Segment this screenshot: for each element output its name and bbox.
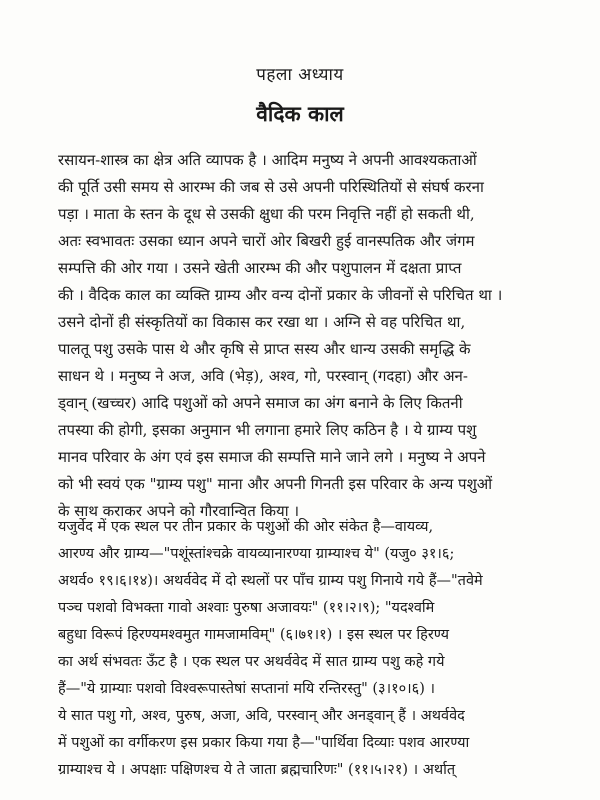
paragraph-line: में पशुओं का वर्गीकरण इस प्रकार किया गया है—"पार्थिवा दिव्याः पशव आरण्या xyxy=(58,735,470,751)
paragraph-line: की । वैदिक काल का व्यक्ति ग्राम्य और वन्य दोनों प्रकार के जीवनों से परिचित था । xyxy=(58,286,503,304)
paragraph-line: रसायन-शास्त्र का क्षेत्र अति व्यापक है । आदिम मनुष्य ने अपनी आवश्यकताओं xyxy=(58,151,477,169)
paragraph-line: अथर्व० १९।६।१४)। अथर्ववेद में दो स्थलों पर पाँच ग्राम्य पशु गिनाये गये हैं—"तवेमे xyxy=(58,573,483,589)
paragraph-line: ग्राम्याश्च ये । अपक्षाः पक्षिणश्च ये ते जाता ब्रह्मचारिणः" (११।५।२१) । अर्थात् xyxy=(58,762,456,778)
paragraph-line: पालतू पशु उसके पास थे और कृषि से प्राप्त सस्य और धान्य उसकी समृद्धि के xyxy=(58,340,471,358)
paragraph-2 xyxy=(32,514,568,784)
chapter-heading: पहला अध्याय xyxy=(256,65,344,85)
paragraph-line: के साथ कराकर अपने को गौरवान्वित किया । xyxy=(58,502,300,520)
paragraph-line: तपस्या की होगी, इसका अनुमान भी लगाना हमारे लिए कठिन है । ये ग्राम्य पशु xyxy=(58,421,477,439)
paragraph-line: आरण्य और ग्राम्य—"पशूंस्तांश्चक्रे वायव्यानारण्या ग्राम्याश्च ये" (यजु० ३१।६; xyxy=(58,546,455,562)
paragraph-line: हैं—"ये ग्राम्याः पशवो विश्वरूपास्तेषां सप्तानां मयि रन्तिरस्तु" (३।१०।६) । xyxy=(58,681,435,697)
paragraph-1 xyxy=(32,147,568,525)
section-title: वैदिक काल xyxy=(256,101,344,126)
paragraph-line: पड़ा । माता के स्तन के दूध से उसकी क्षुधा की परम निवृत्ति नहीं हो सकती थी, xyxy=(58,205,475,223)
paragraph-line: ड्वान् (खच्चर) आदि पशुओं को अपने समाज का अंग बनाने के लिए कितनी xyxy=(58,394,463,412)
paragraph-line: साधन थे । मनुष्य ने अज, अवि (भेड़), अश्व, गो, परस्वान् (गदहा) और अन- xyxy=(58,367,468,385)
paragraph-line: बहुधा विरूपं हिरण्यमश्वमुत गामजामविम्" (६।७१।१) । इस स्थल पर हिरण्य xyxy=(58,627,450,643)
paragraph-line: ये सात पशु गो, अश्व, पुरुष, अजा, अवि, परस्वान् और अनड्वान् हैं । अथर्ववेद xyxy=(58,708,465,724)
paragraph-line: उसने दोनों ही संस्कृतियों का विकास कर रखा था । अग्नि से वह परिचित था, xyxy=(58,313,466,331)
paragraph-line: पञ्च पशवो विभक्ता गावो अश्वाः पुरुषा अजावयः" (११।२।९); "यदश्वमि xyxy=(58,600,435,616)
paragraph-line: सम्पत्ति की ओर गया । उसने खेती आरम्भ की और पशुपालन में दक्षता प्राप्त xyxy=(58,259,462,277)
paragraph-line: की पूर्ति उसी समय से आरम्भ की जब से उसे अपनी परिस्थितियों से संघर्ष करना xyxy=(58,178,484,196)
paragraph-line: का अर्थ संभवतः ऊँट है । एक स्थल पर अथर्ववेद में सात ग्राम्य पशु कहे गये xyxy=(58,654,445,670)
paragraph-line: को भी स्वयं एक "ग्राम्य पशु" माना और अपनी गिनती इस परिवार के अन्य पशुओं xyxy=(58,475,493,493)
paragraph-line: मानव परिवार के अंग एवं इस समाज की सम्पत्ति माने जाने लगे । मनुष्य ने अपने xyxy=(58,448,486,466)
paragraph-line: यजुर्वेद में एक स्थल पर तीन प्रकार के पशुओं की ओर संकेत है—वायव्य, xyxy=(58,519,434,535)
paragraph-line: अतः स्वभावतः उसका ध्यान अपने चारों ओर बिखरी हुई वानस्पतिक और जंगम xyxy=(58,232,475,250)
